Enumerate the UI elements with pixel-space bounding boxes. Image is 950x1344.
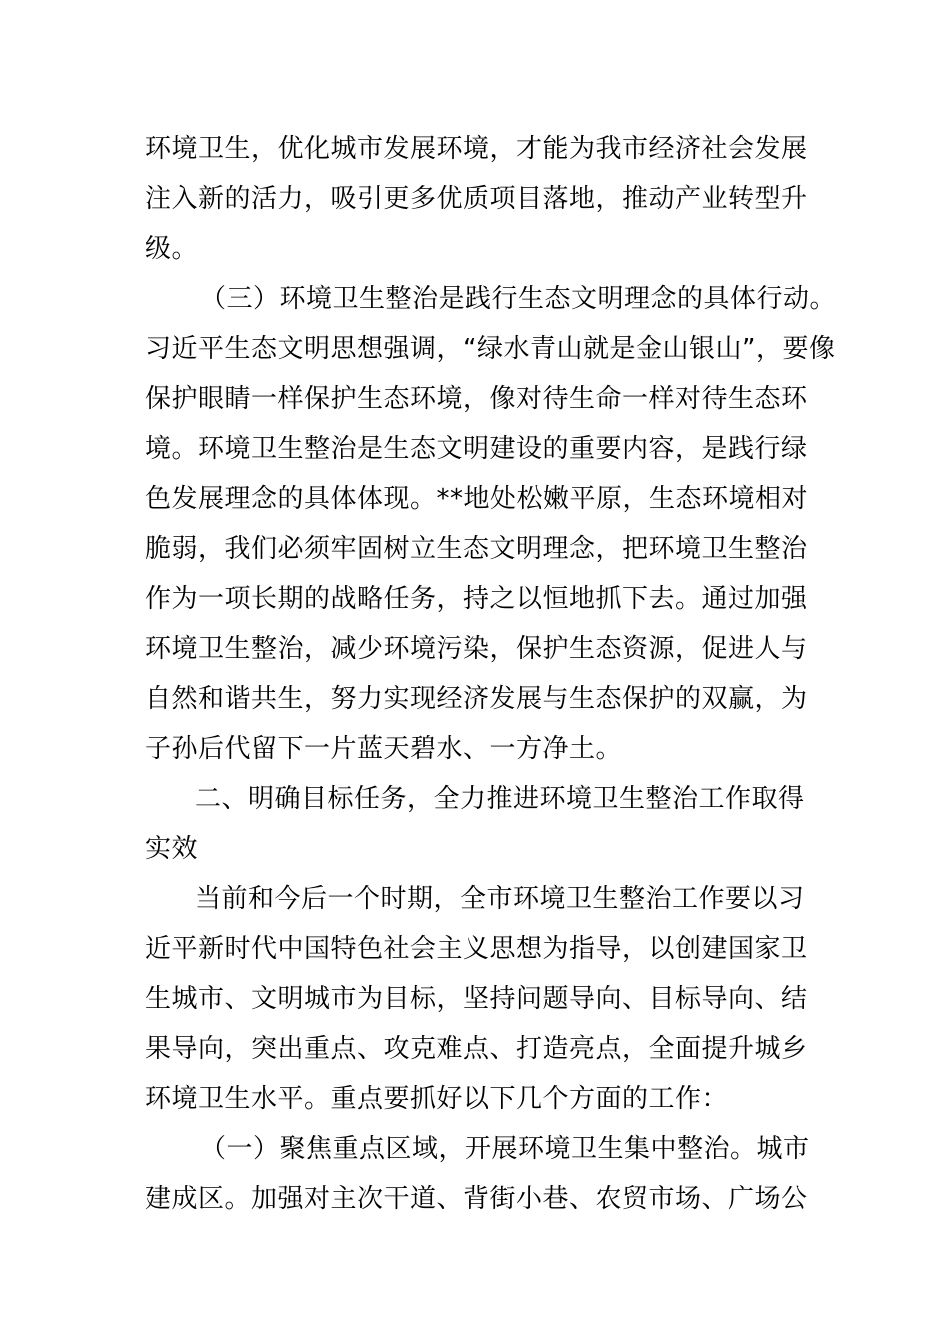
- text-line: 脆弱，我们必须牢固树立生态文明理念，把环境卫生整治: [145, 534, 808, 564]
- text-line: 级。: [145, 234, 199, 264]
- text-line: 近平新时代中国特色社会主义思想为指导，以创建国家卫: [145, 934, 808, 964]
- text-line: 境。环境卫生整治是生态文明建设的重要内容，是践行绿: [145, 434, 808, 464]
- paragraph-heading-line: （一）聚焦重点区域，开展环境卫生集中整治。城市: [200, 1134, 810, 1164]
- section-heading-line: 二、明确目标任务，全力推进环境卫生整治工作取得: [195, 784, 805, 814]
- text-line: 色发展理念的具体体现。**地处松嫩平原，生态环境相对: [145, 484, 809, 514]
- text-line: 果导向，突出重点、攻克难点、打造亮点，全面提升城乡: [145, 1034, 808, 1064]
- text-line: 作为一项长期的战略任务，持之以恒地抓下去。通过加强: [145, 584, 808, 614]
- text-line: 当前和今后一个时期，全市环境卫生整治工作要以习: [195, 884, 805, 914]
- paragraph-heading-line: （三）环境卫生整治是践行生态文明理念的具体行动。: [200, 284, 837, 314]
- text-line: 环境卫生整治，减少环境污染，保护生态资源，促进人与: [145, 634, 808, 664]
- text-line: 注入新的活力，吸引更多优质项目落地，推动产业转型升: [145, 184, 808, 214]
- text-line: 保护眼睛一样保护生态环境，像对待生命一样对待生态环: [145, 384, 808, 414]
- text-line: 自然和谐共生，努力实现经济发展与生态保护的双赢，为: [145, 684, 808, 714]
- text-line: 生城市、文明城市为目标，坚持问题导向、目标导向、结: [145, 984, 808, 1014]
- text-line: 建成区。加强对主次干道、背街小巷、农贸市场、广场公: [145, 1184, 808, 1214]
- text-line: 环境卫生，优化城市发展环境，才能为我市经济社会发展: [145, 134, 808, 164]
- section-heading-line: 实效: [145, 834, 199, 864]
- text-line: 子孙后代留下一片蓝天碧水、一方净土。: [145, 734, 623, 764]
- text-line: 环境卫生水平。重点要抓好以下几个方面的工作：: [145, 1084, 729, 1114]
- text-line: 习近平生态文明思想强调，“绿水青山就是金山银山”，要像: [145, 334, 836, 364]
